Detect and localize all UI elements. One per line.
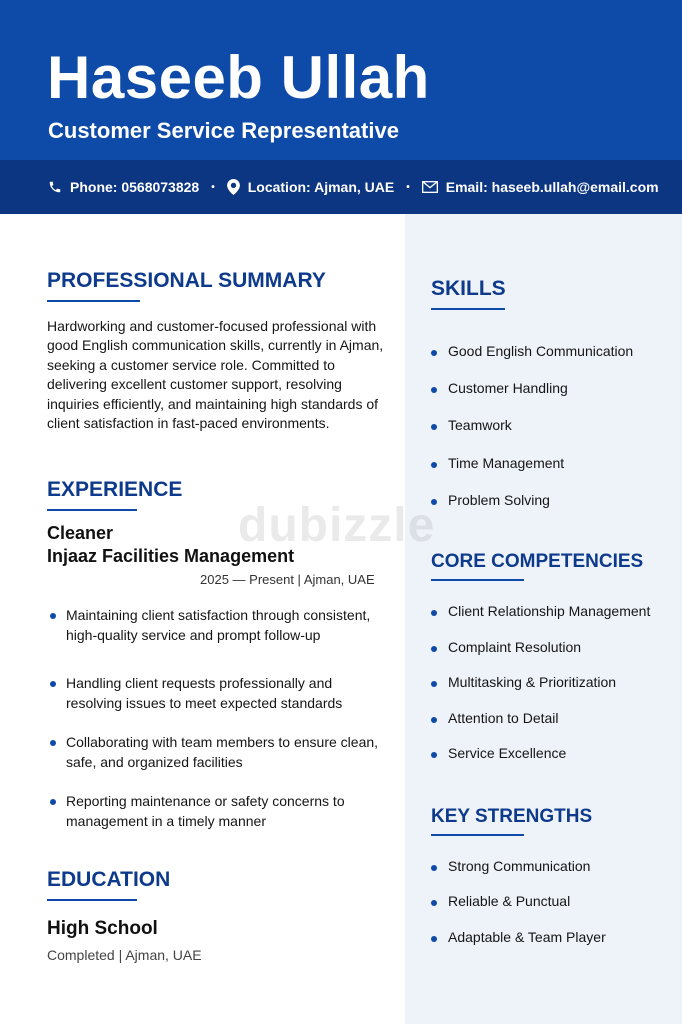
skill-text: Customer Handling: [448, 380, 568, 396]
job-meta: 2025 — Present | Ajman, UAE: [200, 572, 375, 587]
competency-text: Attention to Detail: [448, 710, 559, 726]
list-item: [431, 603, 650, 619]
location-pin-icon: [227, 179, 240, 195]
contact-separator: •: [211, 181, 215, 193]
list-item: [431, 745, 566, 761]
summary-heading: PROFESSIONAL SUMMARY: [47, 269, 326, 292]
experience-heading-underline: [47, 509, 137, 511]
resume-header: [0, 0, 682, 160]
education-meta: Completed | Ajman, UAE: [47, 947, 202, 963]
summary-heading-underline: [47, 300, 140, 302]
phone-text: Phone: 0568073828: [70, 179, 200, 195]
list-item: [431, 929, 606, 945]
bullet-text: Maintaining client satisfaction through consistent, high-quality service and prompt follow-up: [66, 607, 371, 643]
skill-text: Good English Communication: [448, 343, 634, 359]
skill-text: Time Management: [448, 455, 565, 471]
bullet-text: Handling client requests professionally and resolving issues to meet expected standards: [66, 675, 343, 711]
bullet-text: Reporting maintenance or safety concerns to management in a timely manner: [66, 793, 345, 829]
strength-text: Reliable & Punctual: [448, 893, 571, 909]
contact-phone: [48, 179, 199, 195]
candidate-role: Customer Service Representative: [48, 118, 399, 143]
list-item: [431, 455, 564, 471]
bullet-text: Collaborating with team members to ensure clean, safe, and organized facilities: [66, 734, 379, 770]
contact-separator: •: [406, 181, 410, 193]
contact-email: [422, 179, 659, 195]
competencies-heading-underline: [431, 579, 524, 581]
experience-heading: EXPERIENCE: [47, 478, 183, 501]
competency-text: Client Relationship Management: [448, 603, 651, 619]
education-heading-underline: [47, 899, 137, 901]
strengths-heading-underline: [431, 834, 524, 836]
phone-icon: [48, 180, 62, 194]
bullet-dot: [431, 936, 437, 942]
bullet-dot: [431, 646, 437, 652]
bullet-dot: [431, 865, 437, 871]
experience-bullet: [47, 606, 392, 645]
job-company: Injaaz Facilities Management: [47, 546, 295, 566]
experience-bullet: [47, 674, 392, 713]
competency-text: Complaint Resolution: [448, 639, 582, 655]
education-degree: High School: [47, 918, 158, 939]
candidate-name: Haseeb Ullah: [47, 44, 430, 111]
dubizzle-watermark: dubizzle: [238, 499, 436, 552]
bullet-dot: [431, 717, 437, 723]
bullet-dot: [431, 681, 437, 687]
bullet-dot: [431, 610, 437, 616]
competency-text: Multitasking & Prioritization: [448, 674, 617, 690]
skill-text: Problem Solving: [448, 492, 550, 508]
bullet-dot: [50, 799, 56, 805]
competency-text: Service Excellence: [448, 745, 567, 761]
contact-bar: [0, 160, 682, 214]
bullet-dot: [431, 752, 437, 758]
skills-heading: SKILLS: [431, 277, 506, 300]
email-text: Email: haseeb.ullah@email.com: [445, 179, 659, 195]
bullet-dot: [431, 387, 437, 393]
summary-text: Hardworking and customer-focused professional with good English communication skills, currently in Ajman, seeking a customer service role. Committed to delivering excellent customer support, resolving inquiries efficiently, and maintaining high standards of client satisfaction in fast-paced environments.: [47, 318, 384, 432]
bullet-dot: [431, 462, 437, 468]
bullet-dot: [50, 681, 56, 687]
location-text: Location: Ajman, UAE: [247, 179, 395, 195]
list-item: [431, 417, 512, 433]
list-item: [431, 858, 590, 874]
list-item: [431, 343, 633, 359]
list-item: [431, 492, 550, 508]
strength-text: Strong Communication: [448, 858, 591, 874]
education-heading: EDUCATION: [47, 868, 171, 891]
list-item: [431, 893, 570, 909]
experience-bullet: [47, 733, 392, 772]
bullet-dot: [431, 350, 437, 356]
list-item: [431, 380, 568, 396]
list-item: [431, 674, 616, 690]
skills-heading-underline: [431, 308, 505, 310]
job-title: Cleaner: [47, 523, 114, 543]
skill-text: Teamwork: [448, 417, 512, 433]
bullet-dot: [50, 740, 56, 746]
experience-bullet: [47, 792, 392, 831]
bullet-dot: [50, 613, 56, 619]
list-item: [431, 639, 581, 655]
competencies-heading: CORE COMPETENCIES: [431, 551, 644, 572]
contact-location: [227, 179, 395, 195]
strengths-heading: KEY STRENGTHS: [431, 806, 593, 827]
bullet-dot: [431, 900, 437, 906]
envelope-icon: [422, 181, 438, 193]
strength-text: Adaptable & Team Player: [448, 929, 606, 945]
list-item: [431, 710, 559, 726]
bullet-dot: [431, 424, 437, 430]
